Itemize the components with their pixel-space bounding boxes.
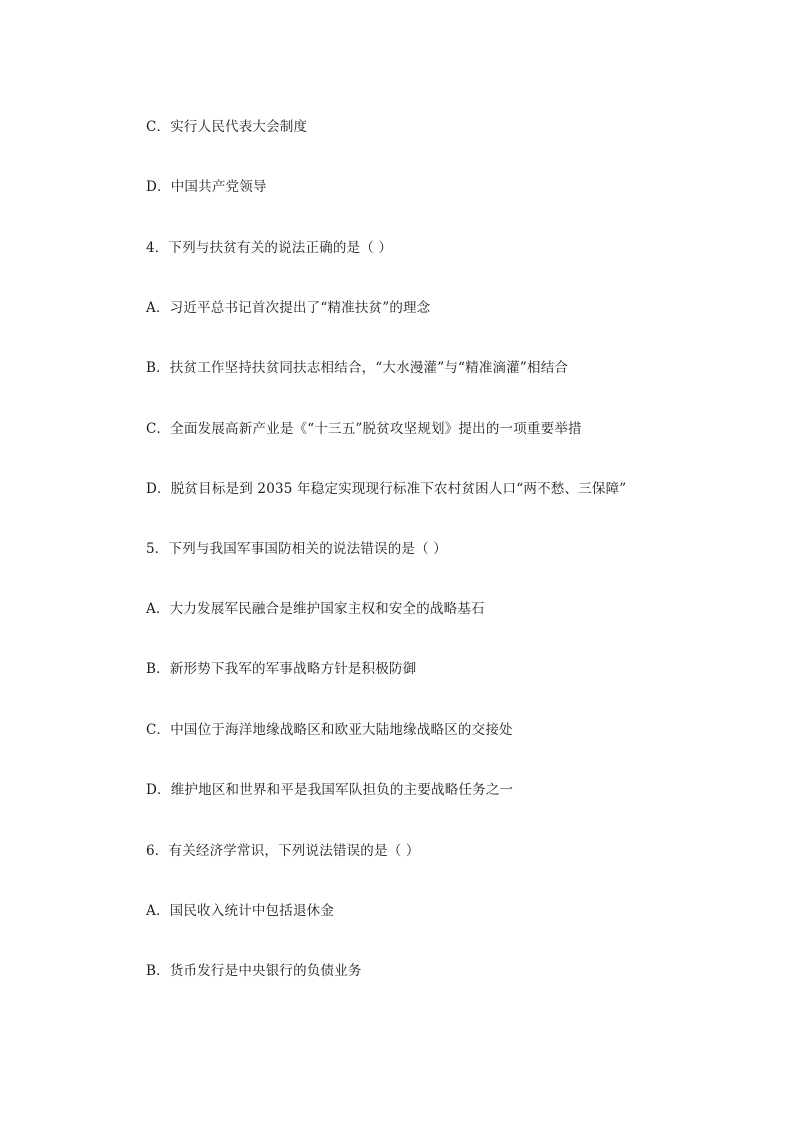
option-a-q5: A．大力发展军民融合是维护国家主权和安全的战略基石 <box>146 601 485 617</box>
option-b-q4: B．扶贫工作坚持扶贫同扶志相结合，“大水漫灌”与“精准滴灌”相结合 <box>146 360 569 376</box>
option-b-q6: B．货币发行是中央银行的负债业务 <box>146 963 362 979</box>
question-5: 5．下列与我国军事国防相关的说法错误的是（ ） <box>146 541 447 557</box>
option-c-q5: C．中国位于海洋地缘战略区和欧亚大陆地缘战略区的交接处 <box>146 722 513 738</box>
question-6: 6．有关经济学常识，下列说法错误的是（ ） <box>146 843 420 859</box>
option-b-q5: B．新形势下我军的军事战略方针是积极防御 <box>146 661 417 677</box>
option-d-q3: D．中国共产党领导 <box>146 179 267 195</box>
option-d-q5: D．维护地区和世界和平是我国军队担负的主要战略任务之一 <box>146 782 514 798</box>
option-a-q6: A．国民收入统计中包括退休金 <box>146 903 335 919</box>
option-a-q4: A．习近平总书记首次提出了“精准扶贫”的理念 <box>146 300 431 316</box>
option-c-q4: C．全面发展高新产业是《“十三五”脱贫攻坚规划》提出的一项重要举措 <box>146 421 582 437</box>
option-d-q4: D．脱贫目标是到 2035 年稳定实现现行标准下农村贫困人口“两不愁、三保障” <box>146 481 627 497</box>
question-4: 4．下列与扶贫有关的说法正确的是（ ） <box>146 240 393 256</box>
option-c-q3: C．实行人民代表大会制度 <box>146 119 308 135</box>
